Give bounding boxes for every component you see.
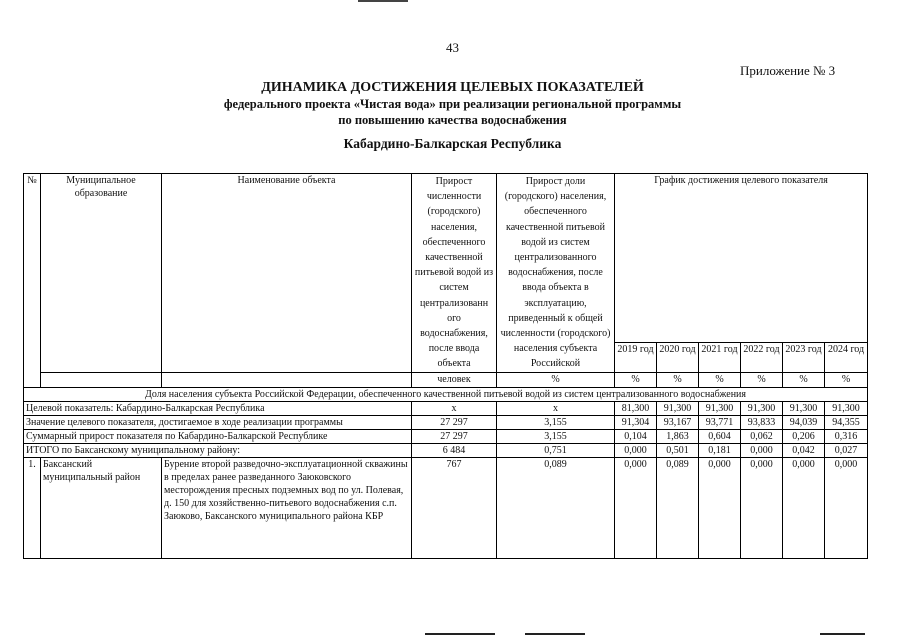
summary-value: 0,206 (783, 429, 825, 443)
unit-year: % (699, 372, 741, 387)
summary-value: 91,300 (783, 401, 825, 415)
unit-year: % (783, 372, 825, 387)
summary-share: х (497, 401, 615, 415)
summary-value: 0,027 (825, 443, 868, 457)
region-title: Кабардино-Балкарская Республика (343, 136, 562, 151)
summary-value: 0,501 (657, 443, 699, 457)
detail-population: 767 (412, 457, 497, 558)
header-year-2019: 2019 год (615, 342, 657, 372)
summary-population: х (412, 401, 497, 415)
summary-value: 81,300 (615, 401, 657, 415)
title-line-3: по повышению качества водоснабжения (338, 113, 567, 127)
page-bottom-scan-mark (425, 633, 495, 635)
summary-value: 0,604 (699, 429, 741, 443)
summary-value: 91,300 (825, 401, 868, 415)
summary-value: 0,000 (615, 443, 657, 457)
summary-value: 94,355 (825, 415, 868, 429)
page-top-scan-mark (358, 0, 408, 2)
summary-row (24, 429, 868, 443)
summary-value: 0,104 (615, 429, 657, 443)
header-year-2024: 2024 год (825, 342, 868, 372)
summary-value: 91,304 (615, 415, 657, 429)
detail-value: 0,000 (783, 457, 825, 558)
unit-population: человек (412, 372, 497, 387)
unit-year: % (741, 372, 783, 387)
summary-row (24, 415, 868, 429)
header-year-2023: 2023 год (783, 342, 825, 372)
header-year-2021: 2021 год (699, 342, 741, 372)
detail-object-name: Бурение второй разведочно-эксплуатационной скважины в пределах ранее разведанного Заюковского месторождения пресных подземных вод по ул. Полевая, д. 150 для хозяйственно-питьевого водоснабжения с.п. Заюково, Баксанского муниципального района КБР (162, 457, 412, 558)
header-schedule: График достижения целевого показателя (615, 174, 868, 343)
summary-value: 91,300 (657, 401, 699, 415)
detail-value: 0,000 (615, 457, 657, 558)
page-bottom-scan-mark (525, 633, 585, 635)
page-number: 43 (446, 40, 459, 55)
page-bottom-scan-mark (820, 633, 865, 635)
unit-year: % (825, 372, 868, 387)
header-growth-share: Прирост доли (городского) населения, обеспеченного качественной питьевой водой из систем централизованного водоснабжения, после ввода объекта в эксплуатацию, приведенный к общей численности (городского) населения субъекта Российской (497, 174, 615, 373)
summary-value: 0,181 (699, 443, 741, 457)
summary-value: 0,000 (741, 443, 783, 457)
summary-population: 6 484 (412, 443, 497, 457)
targets-table (23, 173, 868, 559)
summary-value: 1,863 (657, 429, 699, 443)
summary-value: 94,039 (783, 415, 825, 429)
title-line-2: федерального проекта «Чистая вода» при реализации региональной программы (223, 97, 682, 111)
summary-value: 0,042 (783, 443, 825, 457)
summary-share: 0,751 (497, 443, 615, 457)
appendix-label: Приложение № 3 (740, 63, 836, 78)
header-year-2022: 2022 год (741, 342, 783, 372)
summary-label: Суммарный прирост показателя по Кабардино-Балкарской Республике (24, 429, 412, 443)
document-title (0, 80, 905, 128)
section-row (24, 387, 868, 401)
detail-row (24, 457, 868, 558)
detail-share: 0,089 (497, 457, 615, 558)
header-num: № (24, 174, 41, 388)
detail-value: 0,089 (657, 457, 699, 558)
detail-value: 0,000 (741, 457, 783, 558)
summary-label: Значение целевого показателя, достигаемое в ходе реализации программы (24, 415, 412, 429)
units-row (24, 372, 868, 387)
summary-value: 0,316 (825, 429, 868, 443)
header-growth-population: Прирост численности (городского) населения, обеспеченного качественной питьевой водой из систем централизованн ого водоснабжения, после ввода объекта (412, 174, 497, 373)
summary-population: 27 297 (412, 429, 497, 443)
detail-municipality: Баксанский муниципальный район (41, 457, 162, 558)
summary-value: 91,300 (699, 401, 741, 415)
header-row (24, 174, 868, 343)
unit-empty (162, 372, 412, 387)
summary-share: 3,155 (497, 429, 615, 443)
detail-value: 0,000 (699, 457, 741, 558)
header-object-name: Наименование объекта (162, 174, 412, 373)
summary-share: 3,155 (497, 415, 615, 429)
summary-row (24, 401, 868, 415)
summary-value: 91,300 (741, 401, 783, 415)
summary-value: 93,771 (699, 415, 741, 429)
unit-year: % (615, 372, 657, 387)
header-municipality: Муниципальное образование (41, 174, 162, 373)
summary-label: ИТОГО по Баксанскому муниципальному району: (24, 443, 412, 457)
unit-share: % (497, 372, 615, 387)
summary-value: 0,062 (741, 429, 783, 443)
summary-population: 27 297 (412, 415, 497, 429)
detail-value: 0,000 (825, 457, 868, 558)
unit-year: % (657, 372, 699, 387)
summary-label: Целевой показатель: Кабардино-Балкарская Республика (24, 401, 412, 415)
unit-empty (41, 372, 162, 387)
detail-number: 1. (24, 457, 41, 558)
summary-value: 93,167 (657, 415, 699, 429)
summary-row (24, 443, 868, 457)
header-year-2020: 2020 год (657, 342, 699, 372)
section-title: Доля населения субъекта Российской Федерации, обеспеченного качественной питьевой водой из систем централизованного водоснабжения (24, 387, 868, 401)
summary-value: 93,833 (741, 415, 783, 429)
title-line-1: ДИНАМИКА ДОСТИЖЕНИЯ ЦЕЛЕВЫХ ПОКАЗАТЕЛЕЙ (261, 80, 644, 95)
